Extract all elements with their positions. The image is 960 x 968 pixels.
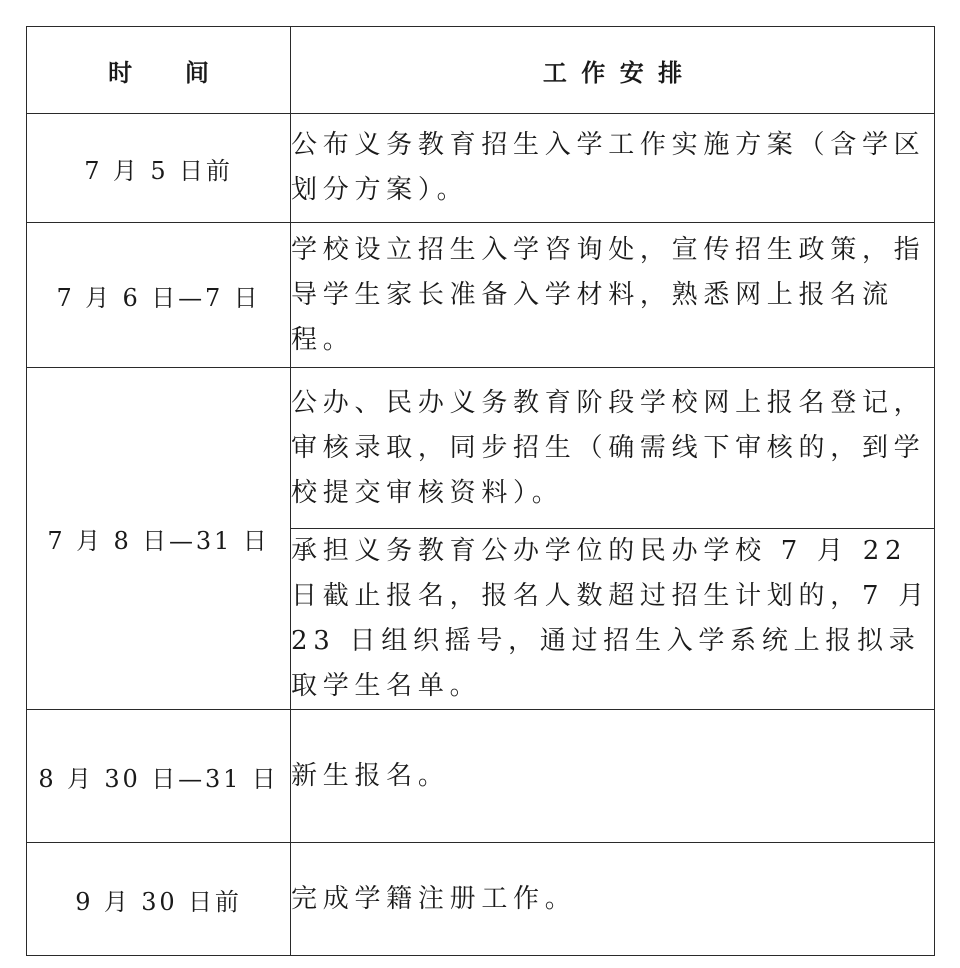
row-time: 7 月 6 日—7 日	[27, 223, 291, 368]
enrollment-schedule-table	[26, 26, 935, 956]
table-row	[27, 843, 935, 956]
table-row	[27, 114, 935, 223]
header-time: 时 间	[27, 27, 291, 114]
row-work: 公布义务教育招生入学工作实施方案（含学区划分方案）。	[291, 114, 935, 223]
row-work: 公办、民办义务教育阶段学校网上报名登记，审核录取，同步招生（确需线下审核的，到学校提交审核资料）。	[291, 368, 935, 529]
table-row	[27, 710, 935, 843]
row-work: 承担义务教育公办学位的民办学校 7 月 22 日截止报名，报名人数超过招生计划的，7 月 23 日组织摇号，通过招生入学系统上报拟录取学生名单。	[291, 529, 935, 710]
row-time: 7 月 8 日—31 日	[27, 368, 291, 710]
row-work: 学校设立招生入学咨询处，宣传招生政策，指导学生家长准备入学材料，熟悉网上报名流程。	[291, 223, 935, 368]
row-time: 9 月 30 日前	[27, 843, 291, 956]
table-header-row	[27, 27, 935, 114]
header-work: 工作安排	[291, 27, 935, 114]
row-work: 完成学籍注册工作。	[291, 843, 935, 956]
row-time: 8 月 30 日—31 日	[27, 710, 291, 843]
row-work: 新生报名。	[291, 710, 935, 843]
table-row	[27, 223, 935, 368]
row-time: 7 月 5 日前	[27, 114, 291, 223]
table-row	[27, 368, 935, 529]
